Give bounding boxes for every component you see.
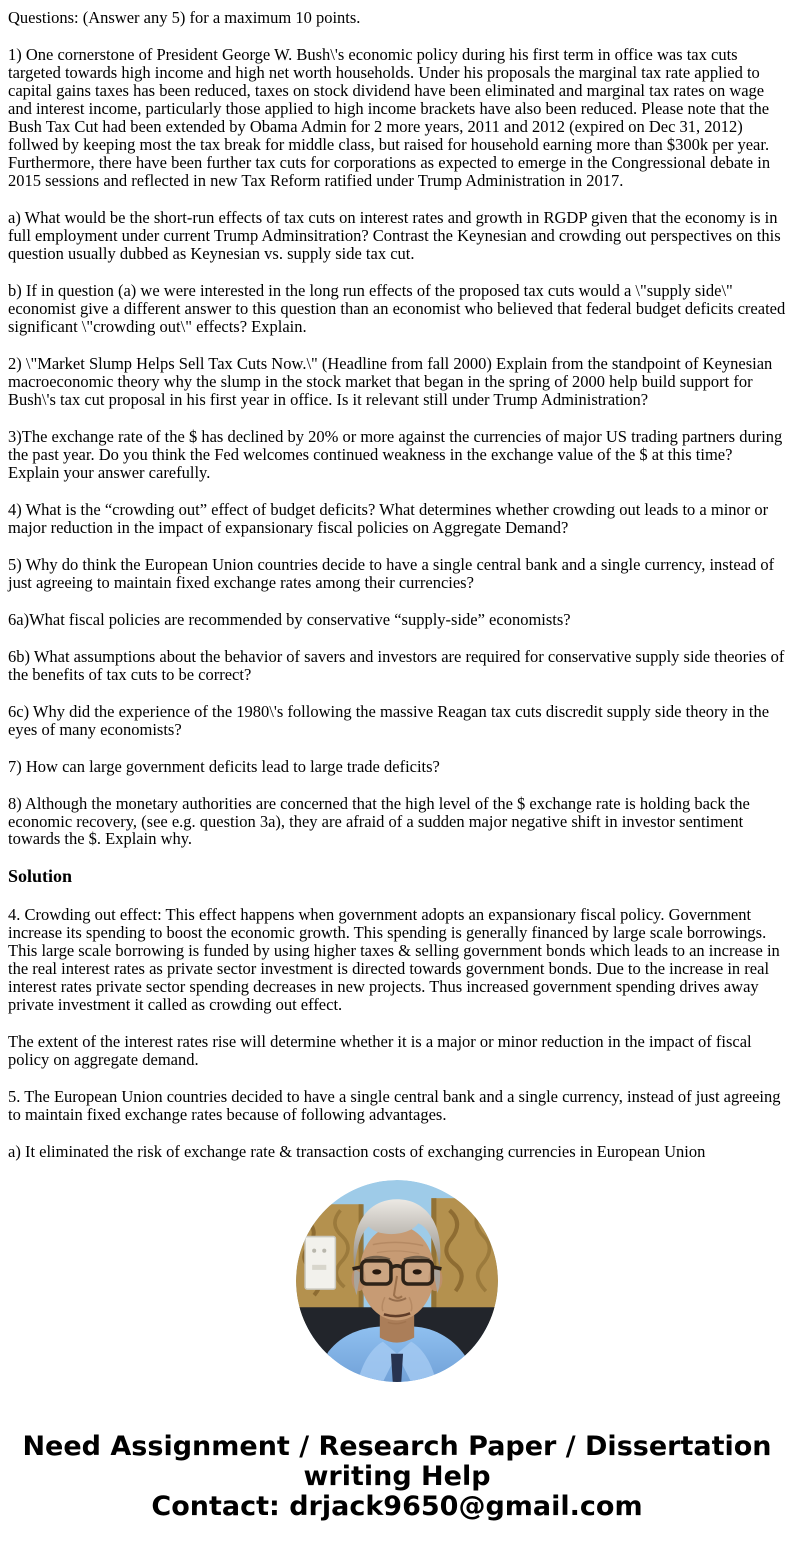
question-paragraph-6c: 6c) Why did the experience of the 1980\'s following the massive Reagan tax cuts discredit supply side theory in the eyes of many economists? xyxy=(8,701,770,739)
question-paragraph-6a: 6a)What fiscal policies are recommended by conservative “supply-side” economists? xyxy=(8,609,571,629)
solution-paragraph-4b: The extent of the interest rates rise will determine whether it is a major or minor reduction in the impact of fiscal policy on aggregate demand. xyxy=(8,1031,752,1069)
question-paragraph-7: 7) How can large government deficits lead to large trade deficits? xyxy=(8,756,440,776)
question-paragraph-1: 1) One cornerstone of President George W. Bush\'s economic policy during his first term in office was tax cuts targeted towards high income and high net worth households. Under his proposals the marginal tax rate applied to capital gains taxes has been reduced, taxes on stock dividend have been eliminated and marginal tax rates on wage and interest income, particularly those applied to high income brackets have also been reduced. Please note that the Bush Tax Cut had been extended by Obama Admin for 2 more years, 2011 and 2012 (expired on Dec 31, 2012) follwed by keeping most the tax break for middle class, but raised for household earning more than $300k per year. Furthermore, there have been further tax cuts for corporations as expected to emerge in the Congressional debate in 2015 sessions and reflected in new Tax Reform ratified under Trump Administration in 2017. xyxy=(8,44,771,190)
solution-paragraph-4: 4. Crowding out effect: This effect happens when government adopts an expansionary fiscal policy. Government increase its spending to boost the economic growth. This spending is generally financed by large scale borrowings. This large scale borrowing is funded by using higher taxes & selling government bonds which leads to an increase in the real interest rates as private sector investment is directed towards government bonds. Due to the increase in real interest rates private sector spending decreases in new projects. Thus increased government spending drives away private investment it called as crowding out effect. xyxy=(8,905,780,1014)
question-paragraph-8: 8) Although the monetary authorities are concerned that the high level of the $ exchange rate is holding back the economic recovery, (see e.g. question 3a), they are afraid of a sudden major negative shift in investor sentiment towards the $. Explain why. xyxy=(8,793,750,849)
tutor-photo xyxy=(296,1180,498,1382)
question-paragraph-1a: a) What would be the short-run effects of tax cuts on interest rates and growth in RGDP given that the economy is in full employment under current Trump Adminsitration? Contrast the Keynesian and crowding out perspectives on this question usually dubbed as Keynesian vs. supply side tax cut. xyxy=(8,207,781,263)
question-paragraph-5: 5) Why do think the European Union countries decide to have a single central bank and a single currency, instead of just agreeing to maintain fixed exchange rates among their currencies? xyxy=(8,554,775,592)
contact-line: Contact: drjack9650@gmail.com xyxy=(151,1490,643,1522)
solution-heading: Solution xyxy=(8,866,73,887)
promo-footer xyxy=(8,1432,786,1550)
question-paragraph-3: 3)The exchange rate of the $ has declined by 20% or more against the currencies of major US trading partners during the past year. Do you think the Fed welcomes continued weakness in the exchange value of the $ at this time? Explain your answer carefully. xyxy=(8,426,783,482)
solution-paragraph-5: 5. The European Union countries decided to have a single central bank and a single currency, instead of just agreeing to maintain fixed exchange rates because of following advantages. xyxy=(8,1086,781,1124)
question-paragraph-6b: 6b) What assumptions about the behavior of savers and investors are required for conservative supply side theories of the benefits of tax cuts to be correct? xyxy=(8,646,785,684)
solution-paragraph-5a: a) It eliminated the risk of exchange rate & transaction costs of exchanging currencies in European Union xyxy=(8,1141,706,1161)
promo-line-2: writing Help xyxy=(303,1460,491,1492)
question-paragraph-2: 2) \"Market Slump Helps Sell Tax Cuts Now.\" (Headline from fall 2000) Explain from the standpoint of Keynesian macroeconomic theory why the slump in the stock market that began in the spring of 2000 help build support for Bush\'s tax cut proposal in his first year in office. Is it relevant still under Trump Administration? xyxy=(8,353,773,409)
tutor-photo-image xyxy=(296,1180,498,1382)
question-paragraph-1b: b) If in question (a) we were interested in the long run effects of the proposed tax cuts would a \"supply side\" economist give a different answer to this question than an economist who believed that federal budget deficits created significant \"crowding out\" effects? Explain. xyxy=(8,280,786,336)
questions-header: Questions: (Answer any 5) for a maximum 10 points. xyxy=(8,8,361,27)
promo-line-1: Need Assignment / Research Paper / Dissertation xyxy=(22,1430,772,1462)
question-paragraph-4: 4) What is the “crowding out” effect of budget deficits? What determines whether crowding out leads to a minor or major reduction in the impact of expansionary fiscal policies on Aggregate Demand? xyxy=(8,499,769,537)
